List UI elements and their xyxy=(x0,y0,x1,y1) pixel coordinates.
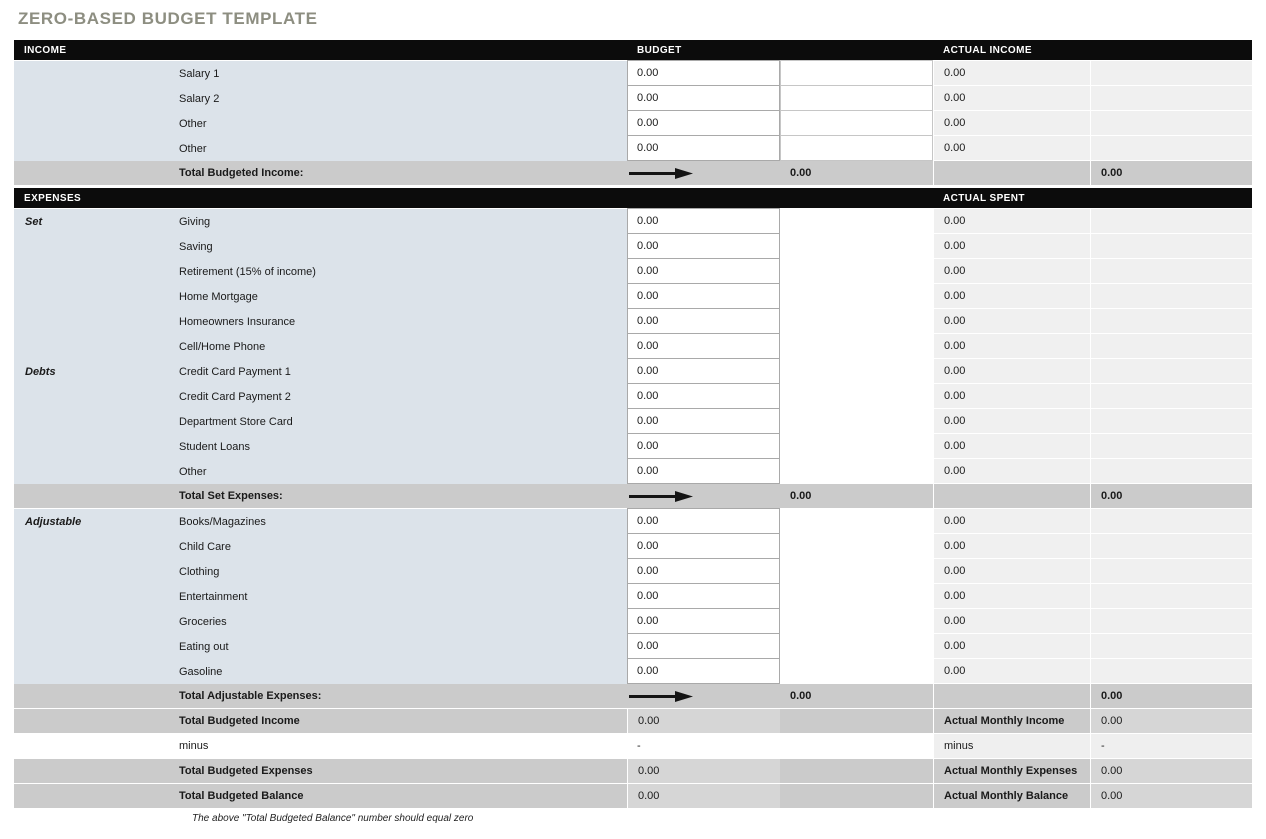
budget-cell[interactable]: 0.00 xyxy=(627,208,780,234)
total-actual-value: 0.00 xyxy=(1090,161,1252,186)
actual-extra-cell xyxy=(1090,259,1252,284)
total-label: Total Set Expenses: xyxy=(175,484,627,509)
expense-row xyxy=(14,534,1252,559)
actual-cell[interactable]: 0.00 xyxy=(933,136,1090,161)
arrow-right-icon xyxy=(629,491,693,502)
budget-extra-cell[interactable] xyxy=(780,135,933,161)
minus-row xyxy=(14,734,1252,759)
actual-extra-cell xyxy=(1090,309,1252,334)
actual-extra-cell xyxy=(1090,534,1252,559)
total-actual-value: 0.00 xyxy=(1090,684,1252,709)
income-row xyxy=(14,86,1252,111)
budget-cell[interactable]: 0.00 xyxy=(627,608,780,634)
expense-row xyxy=(14,634,1252,659)
actual-income-header-label: ACTUAL INCOME xyxy=(943,44,1032,56)
expense-row xyxy=(14,359,1252,384)
actual-cell[interactable]: 0.00 xyxy=(933,61,1090,86)
actual-cell[interactable]: 0.00 xyxy=(933,234,1090,259)
row-label: Child Care xyxy=(175,534,627,559)
spacer-cell xyxy=(780,509,933,534)
spacer-cell xyxy=(780,534,933,559)
budget-cell[interactable]: 0.00 xyxy=(627,283,780,309)
section-spacer xyxy=(14,684,175,709)
income-row xyxy=(14,111,1252,136)
budget-cell[interactable]: 0.00 xyxy=(627,308,780,334)
expense-row xyxy=(14,659,1252,684)
budget-extra-cell[interactable] xyxy=(780,110,933,136)
summary-actual-label: Actual Monthly Balance xyxy=(933,784,1090,809)
summary-label: Total Budgeted Expenses xyxy=(175,759,627,784)
section-spacer xyxy=(14,136,175,161)
row-label: Groceries xyxy=(175,609,627,634)
actual-extra-cell xyxy=(1090,61,1252,86)
actual-extra-cell xyxy=(1090,609,1252,634)
actual-extra-cell xyxy=(1090,86,1252,111)
section-spacer xyxy=(14,234,175,259)
actual-extra-cell xyxy=(1090,234,1252,259)
expense-row xyxy=(14,334,1252,359)
spacer-cell xyxy=(780,659,933,684)
row-label: Salary 2 xyxy=(175,86,627,111)
actual-cell[interactable]: 0.00 xyxy=(933,434,1090,459)
expense-row xyxy=(14,459,1252,484)
spacer-cell xyxy=(780,309,933,334)
row-label: Other xyxy=(175,459,627,484)
summary-budget-value: 0.00 xyxy=(627,709,780,734)
budget-cell[interactable]: 0.00 xyxy=(627,110,780,136)
summary-spacer xyxy=(780,709,933,734)
budget-cell[interactable]: 0.00 xyxy=(627,333,780,359)
actual-extra-cell xyxy=(1090,509,1252,534)
row-label: Department Store Card xyxy=(175,409,627,434)
total-budget-value: 0.00 xyxy=(780,684,933,709)
row-label: Salary 1 xyxy=(175,61,627,86)
spacer-cell xyxy=(780,259,933,284)
group-label: Set xyxy=(14,209,175,234)
section-spacer xyxy=(14,161,175,186)
expenses-header-spacer xyxy=(627,188,933,208)
expense-row xyxy=(14,384,1252,409)
section-spacer xyxy=(14,409,175,434)
actual-extra-cell xyxy=(1090,136,1252,161)
row-label: Other xyxy=(175,136,627,161)
actual-cell[interactable]: 0.00 xyxy=(933,86,1090,111)
section-spacer xyxy=(14,434,175,459)
expense-row xyxy=(14,584,1252,609)
section-spacer xyxy=(14,459,175,484)
row-label: Other xyxy=(175,111,627,136)
row-label: Saving xyxy=(175,234,627,259)
section-spacer xyxy=(14,584,175,609)
summary-actual-value: 0.00 xyxy=(1090,759,1252,784)
expenses-header-row xyxy=(14,188,1252,208)
budget-cell[interactable]: 0.00 xyxy=(627,658,780,684)
spacer-cell xyxy=(780,334,933,359)
section-spacer xyxy=(14,609,175,634)
actual-extra-cell xyxy=(1090,284,1252,309)
spacer-cell xyxy=(780,284,933,309)
summary-label: minus xyxy=(175,734,627,759)
section-spacer xyxy=(14,309,175,334)
spacer-cell xyxy=(780,434,933,459)
actual-cell[interactable]: 0.00 xyxy=(933,284,1090,309)
expense-row xyxy=(14,259,1252,284)
row-label: Gasoline xyxy=(175,659,627,684)
expense-row xyxy=(14,434,1252,459)
actual-cell[interactable]: 0.00 xyxy=(933,559,1090,584)
row-label: Homeowners Insurance xyxy=(175,309,627,334)
budget-cell[interactable]: 0.00 xyxy=(627,85,780,111)
budget-extra-cell[interactable] xyxy=(780,85,933,111)
summary-actual-label: minus xyxy=(933,734,1090,759)
actual-extra-cell xyxy=(1090,659,1252,684)
summary-actual-value: - xyxy=(1090,734,1252,759)
budget-cell[interactable]: 0.00 xyxy=(627,433,780,459)
section-spacer xyxy=(14,709,175,734)
total-set-expenses-row xyxy=(14,484,1252,509)
total-budgeted-income-row xyxy=(14,161,1252,186)
expense-row xyxy=(14,409,1252,434)
row-label: Books/Magazines xyxy=(175,509,627,534)
summary-spacer xyxy=(780,784,933,809)
actual-cell[interactable]: 0.00 xyxy=(933,384,1090,409)
actual-cell[interactable]: 0.00 xyxy=(933,634,1090,659)
budget-cell[interactable]: 0.00 xyxy=(627,383,780,409)
section-spacer xyxy=(14,484,175,509)
summary-actual-label: Actual Monthly Expenses xyxy=(933,759,1090,784)
row-label: Eating out xyxy=(175,634,627,659)
spacer-cell xyxy=(780,584,933,609)
actual-extra-cell xyxy=(1090,384,1252,409)
row-label: Cell/Home Phone xyxy=(175,334,627,359)
section-spacer xyxy=(14,534,175,559)
income-header-row xyxy=(14,40,1252,60)
actual-extra-cell xyxy=(1090,434,1252,459)
section-spacer xyxy=(14,659,175,684)
actual-cell[interactable]: 0.00 xyxy=(933,334,1090,359)
summary-row xyxy=(14,759,1252,784)
summary-label: Total Budgeted Income xyxy=(175,709,627,734)
summary-actual-label: Actual Monthly Income xyxy=(933,709,1090,734)
summary-row xyxy=(14,709,1252,734)
section-spacer xyxy=(14,384,175,409)
section-spacer xyxy=(14,334,175,359)
actual-cell[interactable]: 0.00 xyxy=(933,459,1090,484)
summary-label: Total Budgeted Balance xyxy=(175,784,627,809)
spacer-cell xyxy=(780,359,933,384)
total-actual-value: 0.00 xyxy=(1090,484,1252,509)
income-header-label: INCOME xyxy=(24,44,67,56)
actual-extra-cell xyxy=(1090,584,1252,609)
summary-budget-value: 0.00 xyxy=(627,784,780,809)
budget-cell[interactable]: 0.00 xyxy=(627,135,780,161)
section-spacer xyxy=(14,111,175,136)
actual-cell[interactable]: 0.00 xyxy=(933,509,1090,534)
actual-spent-header-label: ACTUAL SPENT xyxy=(943,192,1025,204)
actual-extra-cell xyxy=(1090,209,1252,234)
actual-cell[interactable]: 0.00 xyxy=(933,584,1090,609)
footnote: The above "Total Budgeted Balance" number should equal zero xyxy=(192,813,474,824)
actual-cell[interactable]: 0.00 xyxy=(933,309,1090,334)
section-spacer xyxy=(14,259,175,284)
budget-cell[interactable]: 0.00 xyxy=(627,458,780,484)
actual-extra-cell xyxy=(1090,111,1252,136)
actual-cell[interactable]: 0.00 xyxy=(933,359,1090,384)
actual-cell[interactable]: 0.00 xyxy=(933,609,1090,634)
section-spacer xyxy=(14,559,175,584)
budget-cell[interactable]: 0.00 xyxy=(627,633,780,659)
expense-row xyxy=(14,509,1252,534)
actual-cell[interactable]: 0.00 xyxy=(933,534,1090,559)
section-spacer xyxy=(14,284,175,309)
expense-row xyxy=(14,559,1252,584)
budget-cell[interactable]: 0.00 xyxy=(627,358,780,384)
section-spacer xyxy=(14,634,175,659)
summary-spacer xyxy=(780,759,933,784)
total-spacer xyxy=(933,684,1090,709)
budget-cell[interactable]: 0.00 xyxy=(627,558,780,584)
spacer-cell xyxy=(780,634,933,659)
expense-row xyxy=(14,309,1252,334)
total-adjustable-expenses-row xyxy=(14,684,1252,709)
income-row xyxy=(14,136,1252,161)
actual-extra-cell xyxy=(1090,359,1252,384)
section-spacer xyxy=(14,734,175,759)
actual-cell[interactable]: 0.00 xyxy=(933,111,1090,136)
section-spacer xyxy=(14,784,175,809)
summary-row xyxy=(14,784,1252,809)
actual-extra-cell xyxy=(1090,459,1252,484)
expense-row xyxy=(14,209,1252,234)
actual-cell[interactable]: 0.00 xyxy=(933,209,1090,234)
expenses-header-label: EXPENSES xyxy=(24,192,82,204)
arrow-right-icon xyxy=(629,168,693,179)
group-label: Adjustable xyxy=(14,509,175,534)
total-spacer xyxy=(933,161,1090,186)
actual-extra-cell xyxy=(1090,334,1252,359)
summary-actual-value: 0.00 xyxy=(1090,709,1252,734)
budget-cell[interactable]: 0.00 xyxy=(627,533,780,559)
section-spacer xyxy=(14,61,175,86)
budget-extra-cell[interactable] xyxy=(780,60,933,86)
expense-row xyxy=(14,234,1252,259)
actual-extra-cell xyxy=(1090,634,1252,659)
budget-table xyxy=(14,40,1252,824)
spacer-cell xyxy=(780,609,933,634)
summary-budget-value: - xyxy=(627,734,780,759)
spacer-cell xyxy=(780,459,933,484)
actual-cell[interactable]: 0.00 xyxy=(933,259,1090,284)
row-label: Retirement (15% of income) xyxy=(175,259,627,284)
section-spacer xyxy=(14,759,175,784)
spacer-cell xyxy=(780,559,933,584)
budget-cell[interactable]: 0.00 xyxy=(627,508,780,534)
total-label: Total Budgeted Income: xyxy=(175,161,627,186)
expense-row xyxy=(14,284,1252,309)
summary-spacer xyxy=(780,734,933,759)
total-label: Total Adjustable Expenses: xyxy=(175,684,627,709)
spacer-cell xyxy=(780,409,933,434)
budget-cell[interactable]: 0.00 xyxy=(627,258,780,284)
arrow-right-icon xyxy=(629,691,693,702)
budget-cell[interactable]: 0.00 xyxy=(627,233,780,259)
row-label: Credit Card Payment 1 xyxy=(175,359,627,384)
summary-budget-value: 0.00 xyxy=(627,759,780,784)
actual-extra-cell xyxy=(1090,409,1252,434)
row-label: Entertainment xyxy=(175,584,627,609)
total-budget-value: 0.00 xyxy=(780,161,933,186)
actual-cell[interactable]: 0.00 xyxy=(933,409,1090,434)
section-spacer xyxy=(14,86,175,111)
actual-extra-cell xyxy=(1090,559,1252,584)
summary-actual-value: 0.00 xyxy=(1090,784,1252,809)
total-spacer xyxy=(933,484,1090,509)
budget-cell[interactable]: 0.00 xyxy=(627,60,780,86)
group-label: Debts xyxy=(14,359,175,384)
budget-cell[interactable]: 0.00 xyxy=(627,583,780,609)
spacer-cell xyxy=(780,384,933,409)
spacer-cell xyxy=(780,234,933,259)
total-budget-value: 0.00 xyxy=(780,484,933,509)
row-label: Credit Card Payment 2 xyxy=(175,384,627,409)
budget-cell[interactable]: 0.00 xyxy=(627,408,780,434)
row-label: Giving xyxy=(175,209,627,234)
row-label: Clothing xyxy=(175,559,627,584)
income-row xyxy=(14,61,1252,86)
spacer-cell xyxy=(780,209,933,234)
row-label: Home Mortgage xyxy=(175,284,627,309)
page-title: ZERO-BASED BUDGET TEMPLATE xyxy=(18,9,318,28)
actual-cell[interactable]: 0.00 xyxy=(933,659,1090,684)
row-label: Student Loans xyxy=(175,434,627,459)
expense-row xyxy=(14,609,1252,634)
budget-header-label: BUDGET xyxy=(637,44,682,56)
